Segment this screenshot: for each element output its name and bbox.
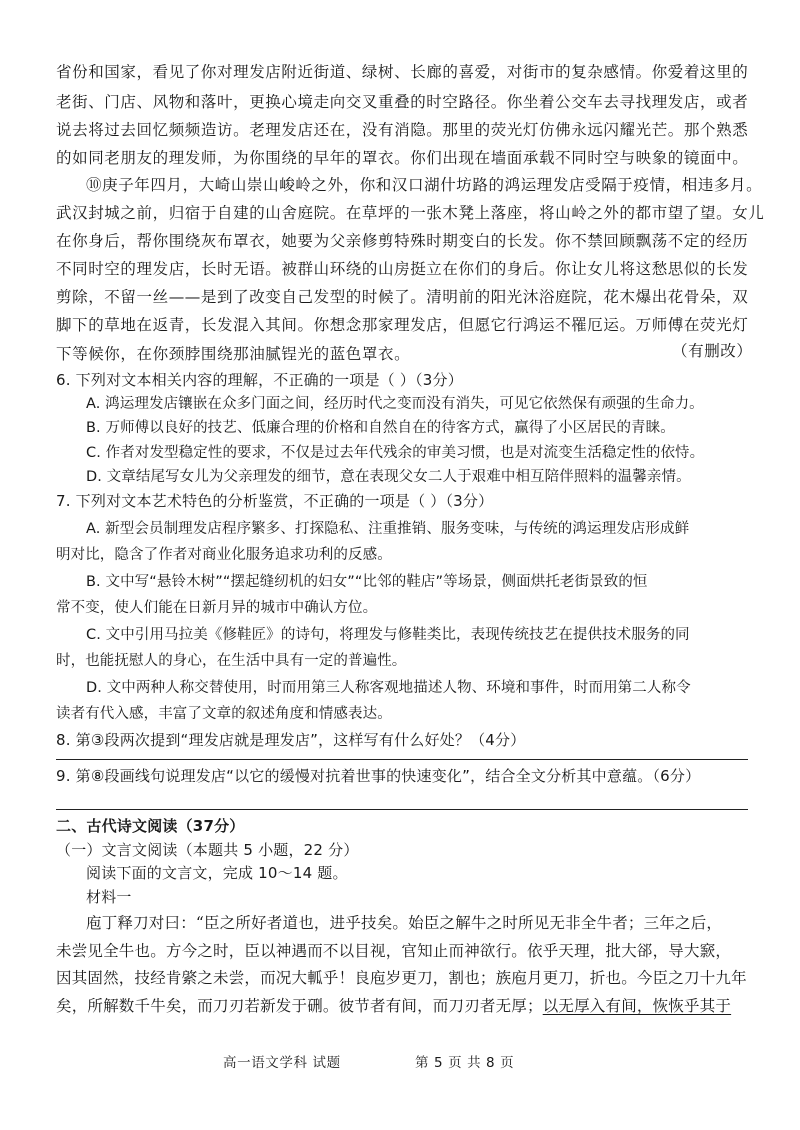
question-7-option-b-cont: 常不变，使人们能在日新月异的城市中确认方位。 xyxy=(56,600,378,616)
passage-line: 不同时空的理发店，长时无语。被群山环绕的山房挺立在你们的身后。你让女儿将这愁思似的长发 xyxy=(56,260,749,278)
subsection-title: （一）文言文阅读（本题共 5 小题，22 分） xyxy=(56,841,359,859)
question-7-stem: 7. 下列对文本艺术特色的分析鉴赏，不正确的一项是（ ）（3分） xyxy=(56,492,494,510)
classical-text-line: 未尝见全牛也。方今之时，臣以神遇而不以目视，官知止而神欲行。依乎天理，批大郤，导大窾， xyxy=(56,942,732,960)
section-title: 二、古代诗文阅读（37分） xyxy=(56,817,245,835)
question-7-option-a-cont: 明对比，隐含了作者对商业化服务追求功利的反感。 xyxy=(56,547,392,563)
material-label: 材料一 xyxy=(86,888,132,906)
underlined-sentence: 以无厚入有间，恢恢乎其于 xyxy=(542,997,732,1015)
passage-line: 脚下的草地在返青，长发混入其间。你想念那家理发店，但愿它行鸿运不罹厄运。万师傅在荧光灯 xyxy=(56,316,749,334)
question-9: 9. 第⑧段画线句说理发店“以它的缓慢对抗着世事的快速变化”，结合全文分析其中意蕴。（6分） xyxy=(56,767,701,785)
footer-page-number: 第 5 页 共 8 页 xyxy=(415,1055,515,1071)
question-7-option-d-cont: 读者有代入感，丰富了文章的叙述角度和情感表达。 xyxy=(56,706,392,722)
answer-line xyxy=(56,759,748,760)
source-note: （有删改） xyxy=(672,342,753,360)
question-6-option-b: B. 万师傅以良好的技艺、低廉合理的价格和自然自在的待客方式，赢得了小区居民的青睐。 xyxy=(86,420,675,436)
passage-line: 剪除，不留一丝——是到了改变自己发型的时候了。清明前的阳光沐浴庭院，花木爆出花骨朵，双 xyxy=(56,288,749,306)
classical-text-line: 因其固然，技经肯綮之未尝，而况大軱乎！良庖岁更刀，割也；族庖月更刀，折也。今臣之刀十九年 xyxy=(56,969,747,987)
question-6-stem: 6. 下列对文本相关内容的理解，不正确的一项是（ ）（3分） xyxy=(56,371,463,389)
question-6-option-c: C. 作者对发型稳定性的要求，不仅是过去年代残余的审美习惯，也是对流变生活稳定性的依恃。 xyxy=(86,445,705,461)
question-8: 8. 第③段两次提到“理发店就是理发店”，这样写有什么好处？（4分） xyxy=(56,731,526,749)
passage-line: 说去将过去回忆频频造访。老理发店还在，没有消隐。那里的荧光灯仿佛永远闪耀光芒。那个熟悉 xyxy=(56,121,749,139)
question-6-option-d: D. 文章结尾写女儿为父亲理发的细节，意在表现父女二人于艰难中相互陪伴照料的温馨亲情。 xyxy=(86,469,691,485)
question-6-option-a: A. 鸿运理发店镶嵌在众多门面之间，经历时代之变而没有消失，可见它依然保有顽强的生命力。 xyxy=(86,396,704,412)
passage-line: 老街、门店、风物和落叶，更换心境走向交叉重叠的时空路径。你坐着公交车去寻找理发店，或者 xyxy=(56,93,749,111)
passage-line: 武汉封城之前，归宿于自建的山舍庭院。在草坪的一张木凳上落座，将山岭之外的都市望了望。女儿 xyxy=(56,204,765,222)
classical-text-line: 庖丁释刀对曰：“臣之所好者道也，进乎技矣。始臣之解牛之时所见无非全牛者；三年之后， xyxy=(86,914,723,932)
question-7-option-c: C. 文中引用马拉美《修鞋匠》的诗句，将理发与修鞋类比，表现传统技艺在提供技术服务的同 xyxy=(86,627,690,643)
question-7-option-b: B. 文中写“悬铃木树”“摆起缝纫机的妇女”“比邻的鞋店”等场景，侧面烘托老街景致的恒 xyxy=(86,574,648,590)
answer-line xyxy=(56,809,748,810)
footer-subject: 高一语文学科 试题 xyxy=(223,1055,341,1071)
passage-line: ⑩庚子年四月，大崎山崇山峻岭之外，你和汉口湖什坊路的鸿运理发店受隔于疫情，相违多月。 xyxy=(86,176,763,194)
passage-line: 下等候你，在你颈脖围绕那油腻锃光的蓝色罩衣。 xyxy=(56,345,411,363)
classical-text-line xyxy=(56,996,731,1016)
question-7-option-a: A. 新型会员制理发店程序繁多、打探隐私、注重推销、服务变味，与传统的鸿运理发店形成鲜 xyxy=(86,521,690,537)
passage-line: 的如同老朋友的理发师，为你围绕的早年的罩衣。你们出现在墙面承载不同时空与映象的镜面中。 xyxy=(56,149,749,167)
instruction: 阅读下面的文言文，完成 10～14 题。 xyxy=(86,864,348,882)
passage-line: 省份和国家，看见了你对理发店附近街道、绿树、长廊的喜爱，对街市的复杂感情。你爱着这里的 xyxy=(56,63,749,81)
question-7-option-c-cont: 时，也能抚慰人的身心，在生活中具有一定的普遍性。 xyxy=(56,653,407,669)
passage-line: 在你身后，帮你围绕灰布罩衣，她要为父亲修剪特殊时期变白的长发。你不禁回顾飘荡不定的经历 xyxy=(56,232,749,250)
classical-text-segment: 矣，所解数千牛矣，而刀刃若新发于硎。彼节者有间，而刀刃者无厚； xyxy=(56,997,543,1015)
question-7-option-d: D. 文中两种人称交替使用，时而用第三人称客观地描述人物、环境和事件，时而用第二人称令 xyxy=(86,680,691,696)
